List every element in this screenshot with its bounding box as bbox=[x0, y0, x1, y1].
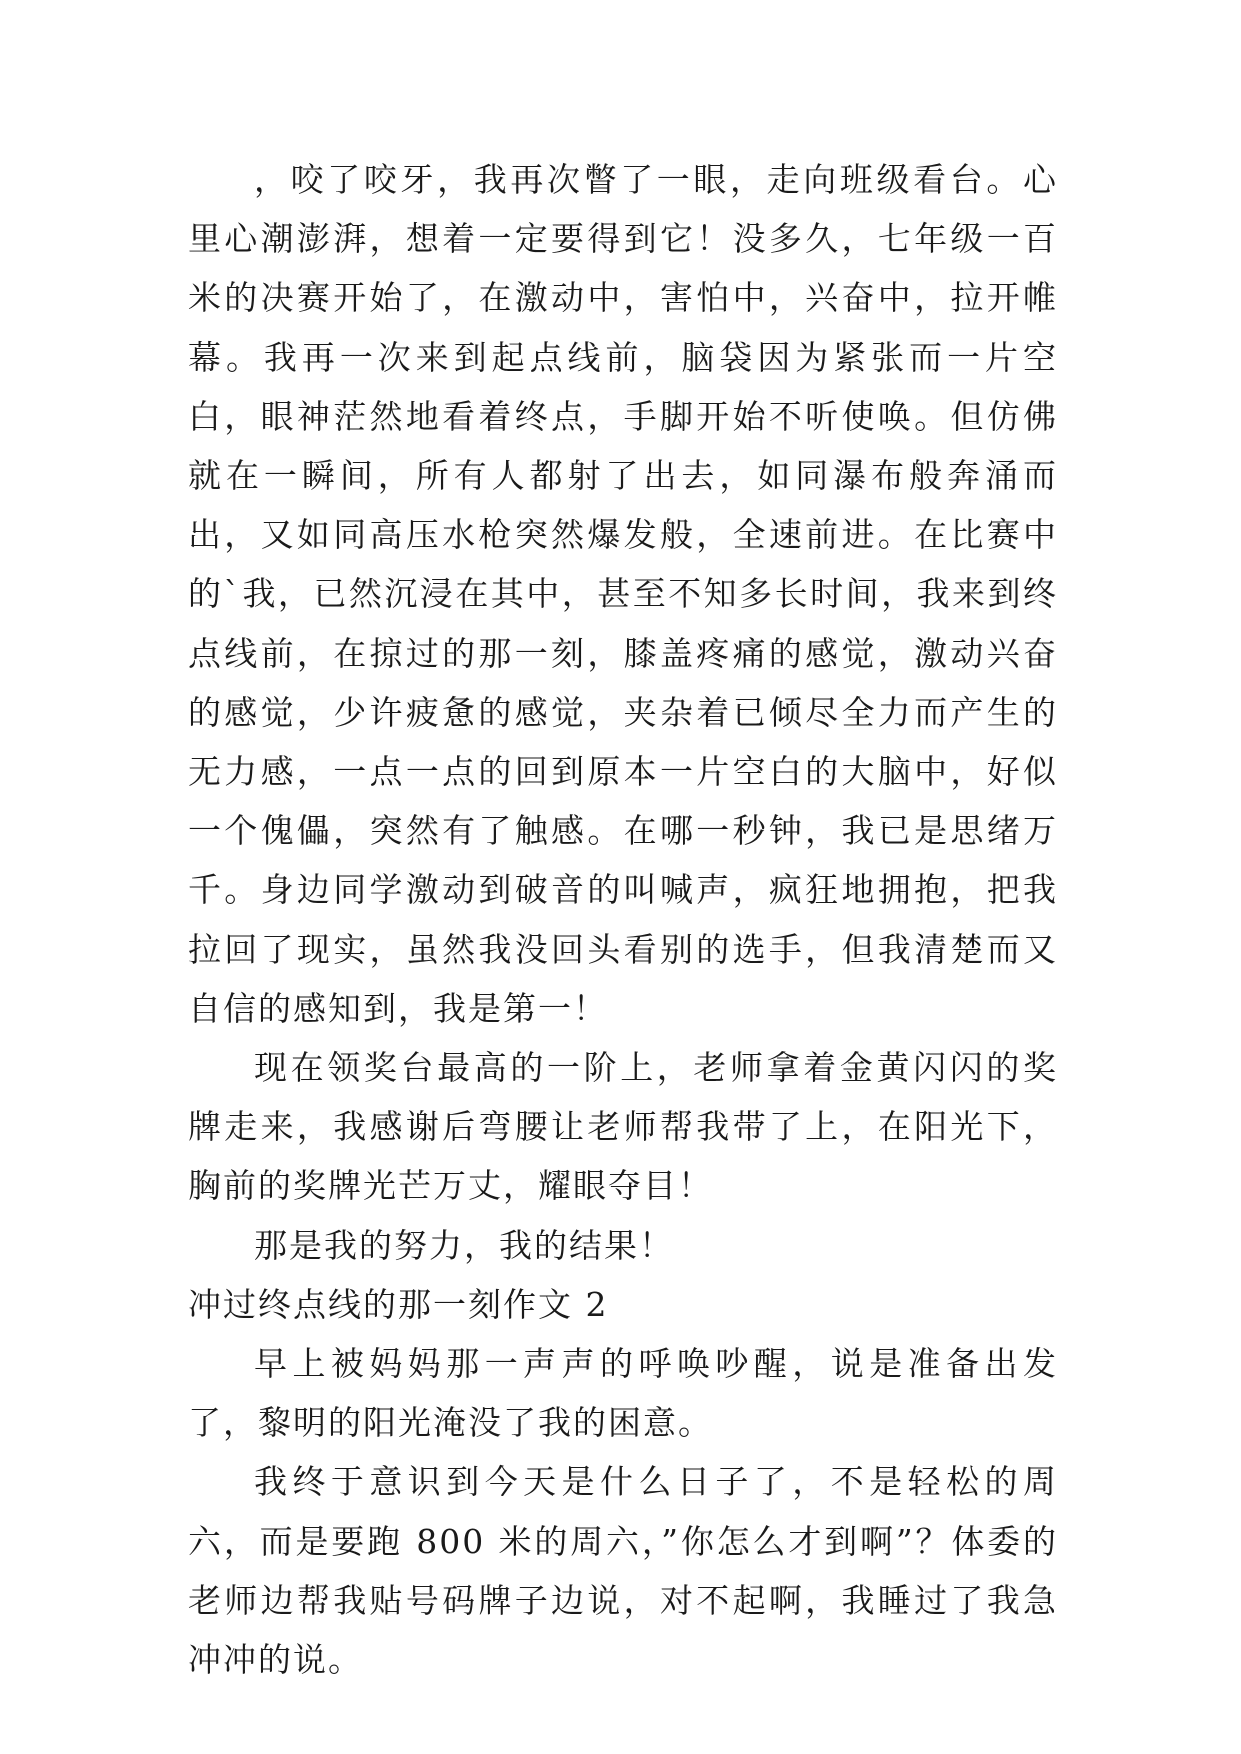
essay-heading: 冲过终点线的那一刻作文 2 bbox=[188, 1284, 609, 1324]
paragraph-morning: 早上被妈妈那一声声的呼唤吵醒，说是准备出发了，黎明的阳光淹没了我的困意。 bbox=[188, 1344, 1058, 1443]
paragraph-result: 那是我的努力，我的结果！ bbox=[254, 1225, 674, 1265]
paragraph-podium: 现在领奖台最高的一阶上，老师拿着金黄闪闪的奖牌走来，我感谢后弯腰让老师帮我带了上，在阳光下，胸前的奖牌光芒万丈，耀眼夺目！ bbox=[188, 1048, 1058, 1206]
paragraph-saturday: 我终于意识到今天是什么日子了，不是轻松的周六，而是要跑 800 米的周六，”你怎么才到啊”？体委的老师边帮我贴号码牌子边说，对不起啊，我睡过了我急冲冲的说。 bbox=[188, 1462, 1058, 1680]
paragraph-race: ，咬了咬牙，我再次瞥了一眼，走向班级看台。心里心潮澎湃，想着一定要得到它！没多久，七年级一百米的决赛开始了，在激动中，害怕中，兴奋中，拉开帷幕。我再一次来到起点线前，脑袋因为紧张而一片空白，眼神茫然地看着终点，手脚开始不听使唤。但仿佛就在一瞬间，所有人都射了出去，如同瀑布般奔涌而出，又如同高压水枪突然爆发般，全速前进。在比赛中的`我，已然沉浸在其中，甚至不知多长时间，我来到终点线前，在掠过的那一刻，膝盖疼痛的感觉，激动兴奋的感觉，少许疲惫的感觉，夹杂着已倾尽全力而产生的无力感，一点一点的回到原本一片空白的大脑中，好似一个傀儡，突然有了触感。在哪一秒钟，我已是思绪万千。身边同学激动到破音的叫喊声，疯狂地拥抱，把我拉回了现实，虽然我没回头看别的选手，但我清楚而又自信的感知到，我是第一！ bbox=[188, 160, 1058, 1028]
document-body bbox=[188, 150, 1058, 1689]
